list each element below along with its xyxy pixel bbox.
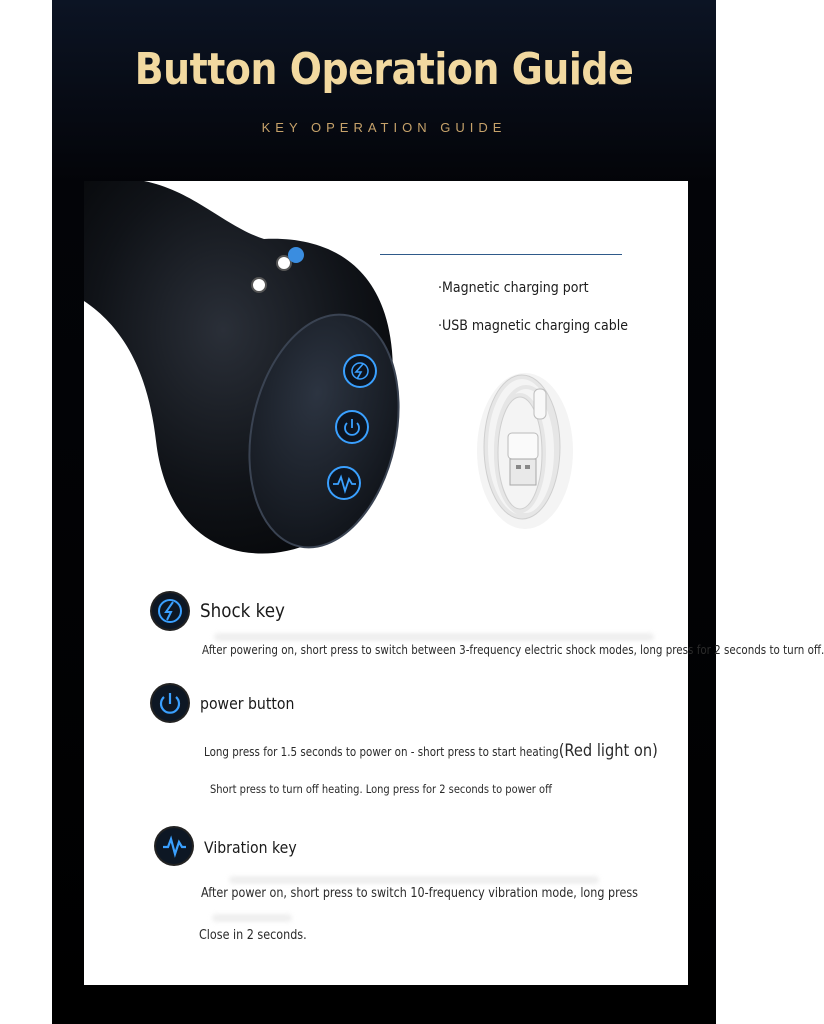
page-subtitle: KEY OPERATION GUIDE [261, 120, 507, 135]
pulse-wave-icon [156, 828, 192, 864]
vibration-key-description-cont: Close in 2 seconds. [199, 928, 307, 943]
vibration-key-title: Vibration key [204, 838, 297, 857]
device-power-button [336, 411, 368, 443]
faded-text-ghost [212, 914, 292, 922]
callout-dot [288, 247, 304, 263]
power-button-title: power button [200, 694, 295, 713]
power-off-description: Short press to turn off heating. Long press for 2 seconds to power off [210, 782, 552, 796]
faded-text-ghost [229, 876, 599, 884]
shock-key-title: Shock key [200, 600, 285, 622]
shock-key-description: After powering on, short press to switch between 3-frequency electric shock modes, long press for 2 seconds to turn off. [202, 643, 824, 657]
device-vibration-button [328, 467, 360, 499]
guide-panel [84, 181, 824, 985]
power-icon [152, 685, 188, 721]
page-title: Button Operation Guide [134, 44, 634, 95]
charging-cable-label: ·USB magnetic charging cable [438, 318, 628, 334]
callout-line [380, 254, 622, 255]
device-illustration [84, 181, 414, 561]
faded-text-ghost [214, 633, 654, 641]
power-button-description [204, 741, 658, 761]
magnetic-port-label: ·Magnetic charging port [438, 280, 589, 296]
device-shock-button [344, 355, 376, 387]
charging-pin [252, 278, 266, 292]
usb-cable-image [470, 361, 580, 531]
vibration-key-description: After power on, short press to switch 10-frequency vibration mode, long press [201, 886, 638, 901]
red-light-note: (Red light on) [558, 741, 658, 761]
power-on-description: Long press for 1.5 seconds to power on - short press to start heating [204, 745, 559, 759]
lightning-icon [152, 593, 188, 629]
